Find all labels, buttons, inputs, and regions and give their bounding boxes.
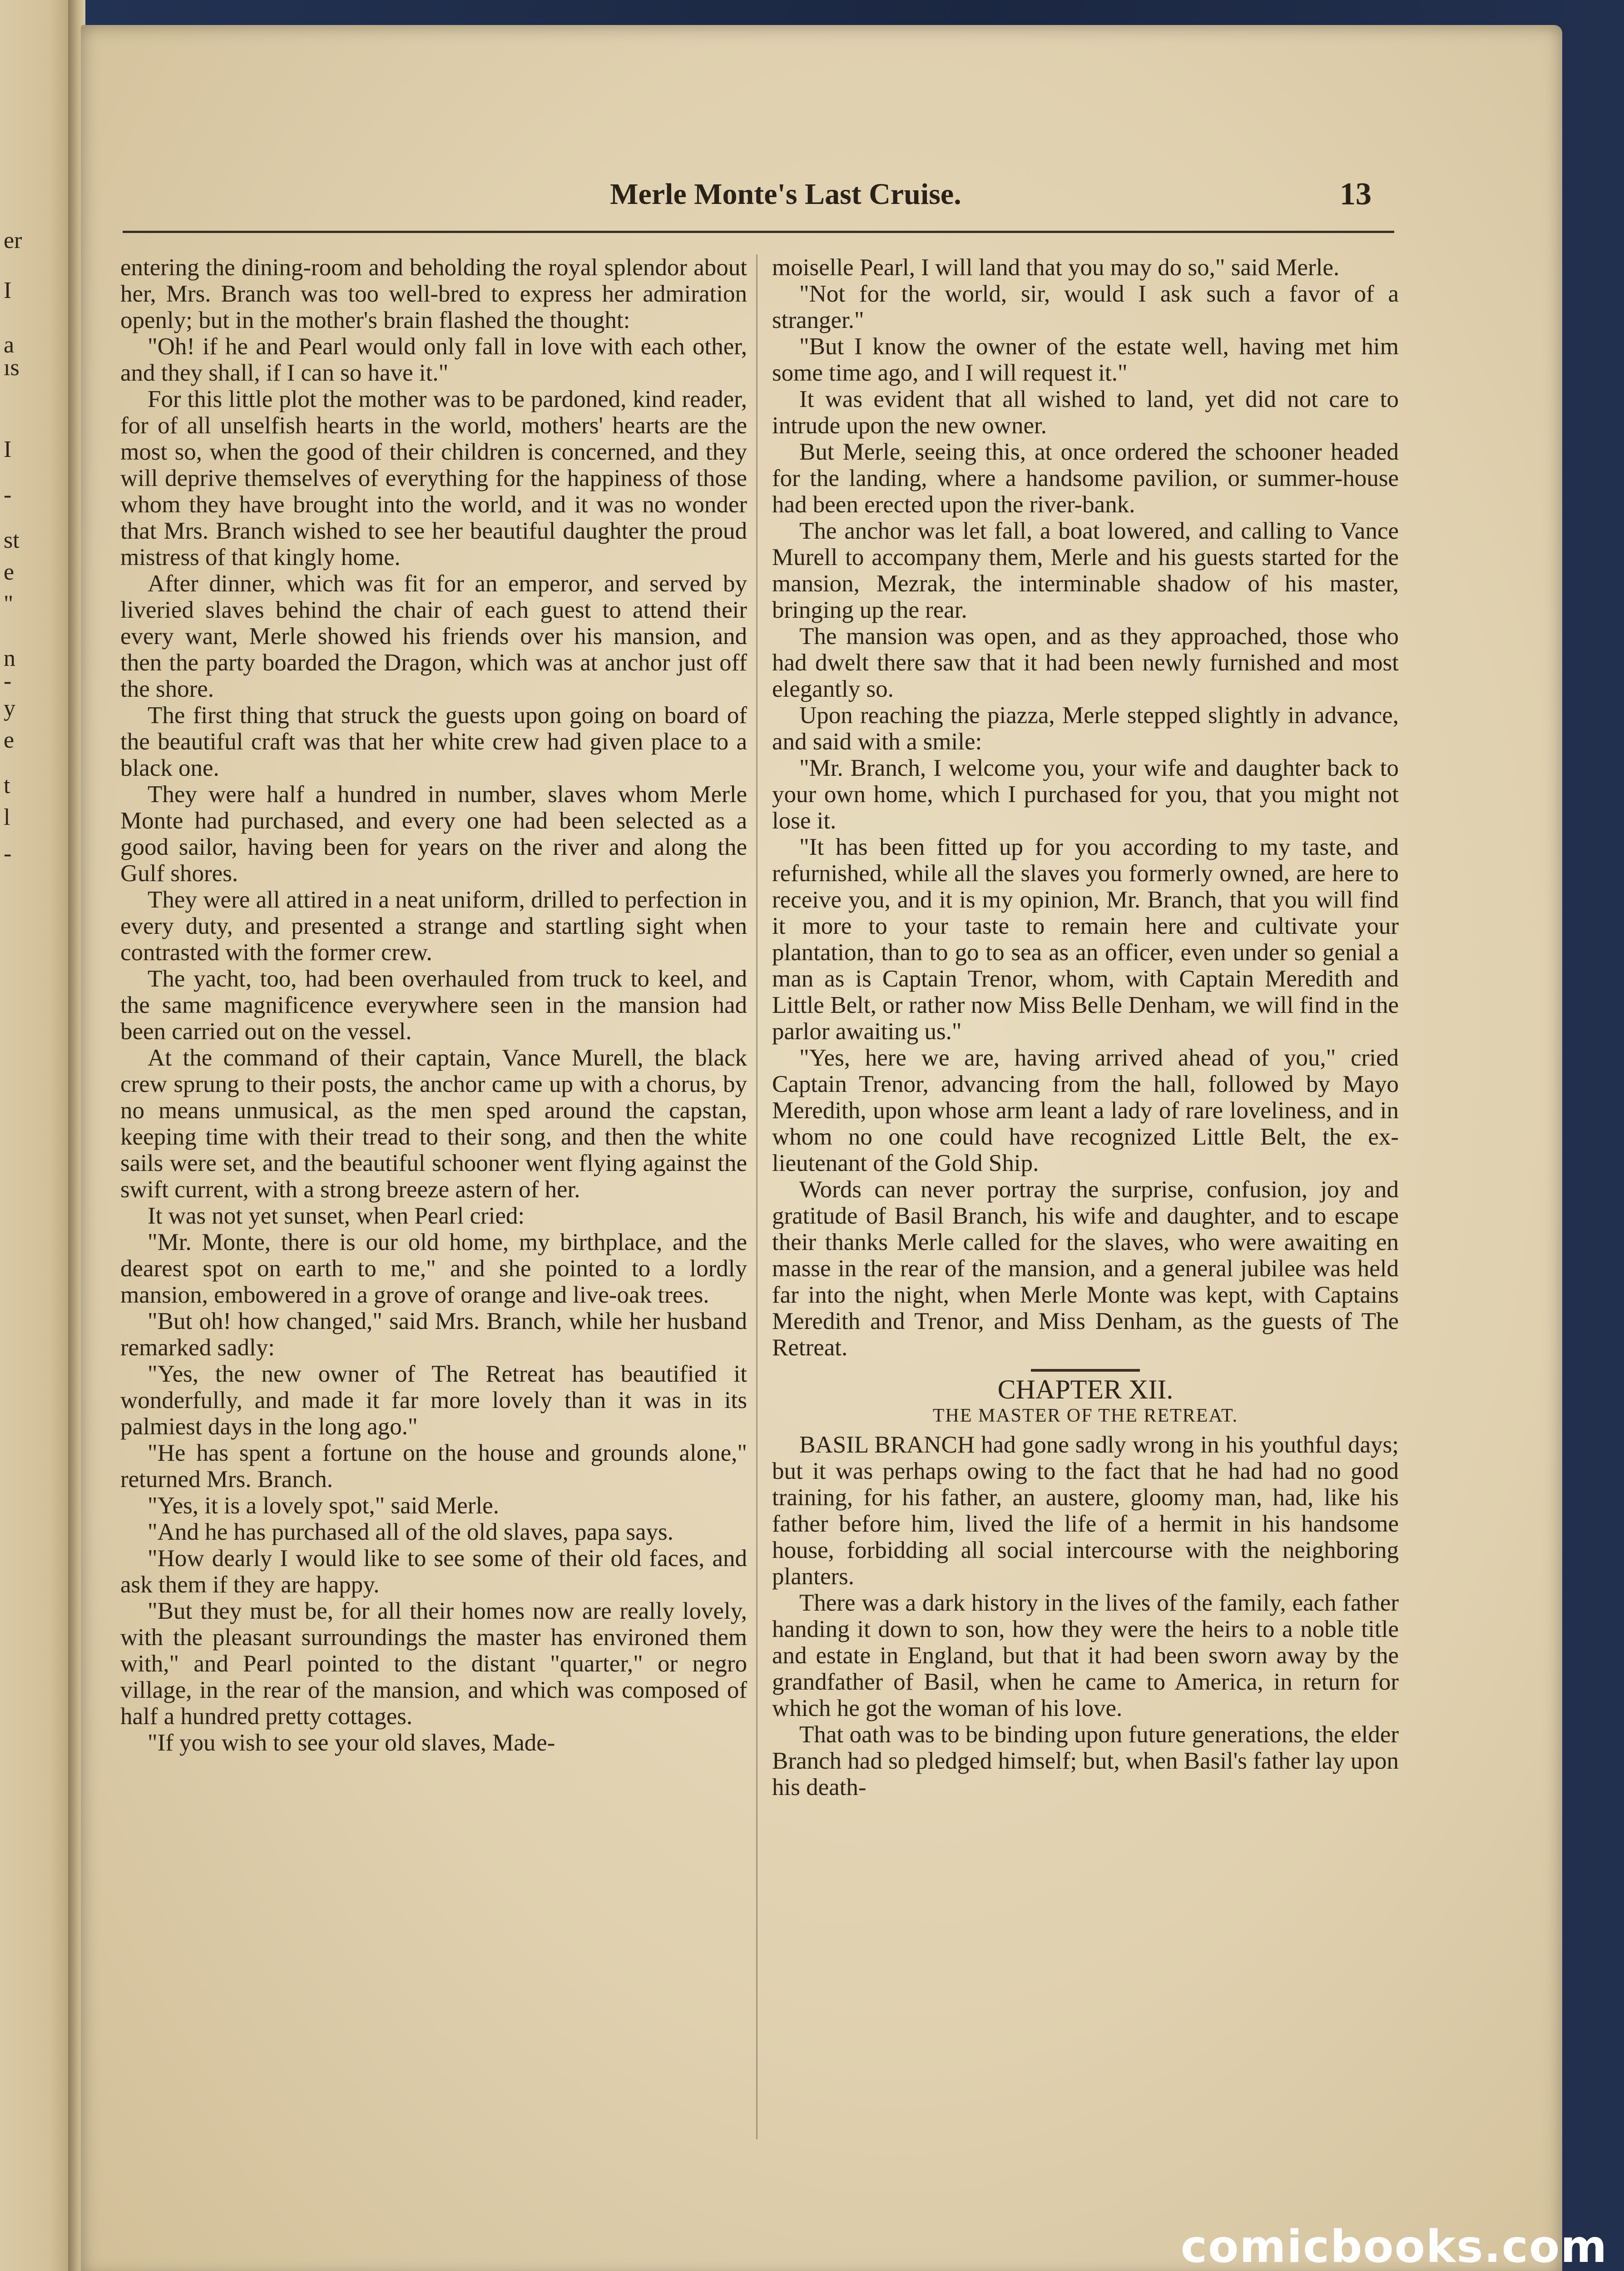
paragraph: "But oh! how changed," said Mrs. Branch, while her husband remarked sadly: (120, 1308, 747, 1361)
previous-page-fragment: er (4, 228, 22, 253)
chapter-rule (1031, 1369, 1140, 1372)
paragraph: The yacht, too, had been overhauled from truck to keel, and the same magnificence everywhere seen in the mansion had been carried out on the vessel. (120, 966, 747, 1045)
paragraph: "Yes, the new owner of The Retreat has beautified it wonderfully, and made it far more lovely than it was in its palmiest days in the long ago." (120, 1361, 747, 1440)
previous-page-fragment: a (4, 332, 15, 358)
previous-page-fragment: - (4, 841, 12, 867)
previous-page-fragment: st (4, 527, 20, 553)
paragraph: "It has been fitted up for you according to my taste, and refurnished, while all the slaves you formerly owned, are here to receive you, and it is my opinion, Mr. Branch, that you will find it more to your taste to remain here and cultivate your plantation, than to go to sea as an officer, even under so genial a man as is Captain Trenor, whom, with Captain Meredith and Little Belt, or rather now Miss Belle Denham, we will find in the parlor awaiting us." (772, 834, 1399, 1045)
paragraph: That oath was to be binding upon future generations, the elder Branch had so pledged himself; but, when Basil's father lay upon his death- (772, 1721, 1399, 1800)
running-header-title: Merle Monte's Last Cruise. (610, 178, 961, 211)
previous-page-fragment: e (4, 559, 15, 585)
right-column (772, 254, 1399, 1800)
previous-page-edge (0, 0, 70, 2271)
page-number: 13 (1340, 177, 1371, 212)
paragraph: "Yes, it is a lovely spot," said Merle. (148, 1493, 499, 1519)
paragraph: "But I know the owner of the estate well, having met him some time ago, and I will request it." (772, 333, 1399, 386)
paragraph: There was a dark history in the lives of the family, each father handing it down to son, how they were the heirs to a noble title and estate in England, but that it had been sworn away by the grandfather of Basil, when he came to America, in return for which he got the woman of his love. (772, 1590, 1399, 1721)
paragraph: "If you wish to see your old slaves, Made- (148, 1730, 555, 1756)
paragraph: At the command of their captain, Vance Murell, the black crew sprung to their posts, the anchor came up with a chorus, by no means unmusical, as the men sped around the capstan, keeping time with their tread to their song, and then the white sails were set, and the beautiful schooner went flying against the swift current, with a strong breeze astern of her. (120, 1045, 747, 1203)
paragraph: They were all attired in a neat uniform, drilled to perfection in every duty, and presented a strange and startling sight when contrasted with the former crew. (120, 887, 747, 966)
paragraph: It was not yet sunset, when Pearl cried: (148, 1203, 525, 1229)
paragraph: "Yes, here we are, having arrived ahead of you," cried Captain Trenor, advancing from the hall, followed by Mayo Meredith, upon whose arm leant a lady of rare loveliness, and in whom no one could have recognized Little Belt, the ex-lieutenant of the Gold Ship. (772, 1045, 1399, 1176)
chapter-subheading: THE MASTER OF THE RETREAT. (932, 1405, 1238, 1426)
paragraph: But Merle, seeing this, at once ordered the schooner headed for the landing, where a handsome pavilion, or summer-house had been erected upon the river-bank. (772, 439, 1399, 518)
previous-page-fragment: " (4, 591, 14, 617)
paragraph: "How dearly I would like to see some of their old faces, and ask them if they are happy. (120, 1545, 747, 1598)
previous-page-fragment: t (4, 773, 10, 798)
paragraph: The mansion was open, and as they approached, those who had dwelt there saw that it had been newly furnished and most elegantly so. (772, 623, 1399, 702)
previous-page-fragment: l (4, 804, 10, 830)
paragraph: It was evident that all wished to land, yet did not care to intrude upon the new owner. (772, 386, 1399, 439)
paragraph: "And he has purchased all of the old slaves, papa says. (148, 1519, 673, 1545)
paragraph: BASIL BRANCH had gone sadly wrong in his youthful days; but it was perhaps owing to the fact that he had had no good training, for his father, an austere, gloomy man, had, like his father before him, lived the life of a hermit in his handsome house, forbidding all social intercourse with the neighboring planters. (772, 1432, 1399, 1590)
paragraph: "He has spent a fortune on the house and grounds alone," returned Mrs. Branch. (120, 1440, 747, 1493)
previous-page-fragment: I (4, 278, 12, 303)
right-column-text-bottom (772, 1432, 1399, 1800)
left-column (120, 254, 747, 1756)
chapter-heading: CHAPTER XII. (997, 1374, 1173, 1404)
paragraph: They were half a hundred in number, slaves whom Merle Monte had purchased, and every one had been selected as a good sailor, having been for years on the river and along the Gulf shores. (120, 781, 747, 887)
right-column-text-top (772, 254, 1399, 1361)
paragraph: Words can never portray the surprise, confusion, joy and gratitude of Basil Branch, his wife and daughter, and to escape their thanks Merle called for the slaves, who were awaiting en masse in the rear of the mansion, and a general jubilee was held far into the night, when Merle Monte was kept, with Captains Meredith and Trenor, and Miss Denham, as the guests of The Retreat. (772, 1176, 1399, 1361)
previous-page-fragment: - (4, 668, 12, 694)
paragraph: "But they must be, for all their homes now are really lovely, with the pleasant surroundings the master has environed them with," and Pearl pointed to the distant "quarter," or negro village, in the rear of the mansion, and which was composed of half a hundred pretty cottages. (120, 1598, 747, 1730)
previous-page-fragment: I (4, 436, 12, 462)
header-rule (123, 231, 1394, 233)
previous-page-fragment: - (4, 482, 12, 508)
paragraph: The first thing that struck the guests upon going on board of the beautiful craft was that her white crew had given place to a black one. (120, 702, 747, 781)
paragraph: moiselle Pearl, I will land that you may do so," said Merle. (772, 254, 1340, 281)
paragraph: "Mr. Branch, I welcome you, your wife and daughter back to your own home, which I purchased for you, that you might not lose it. (772, 755, 1399, 834)
paragraph: After dinner, which was fit for an emperor, and served by liveried slaves behind the chair of each guest to attend their every want, Merle showed his friends over his mansion, and then the party boarded the Dragon, which was at anchor just off the shore. (120, 570, 747, 702)
previous-page-fragment: n (4, 645, 15, 671)
paragraph: Upon reaching the piazza, Merle stepped slightly in advance, and said with a smile: (772, 702, 1399, 755)
paragraph: The anchor was let fall, a boat lowered, and calling to Vance Murell to accompany them, Merle and his guests started for the mansion, Mezrak, the interminable shadow of his master, bringing up the rear. (772, 518, 1399, 623)
paragraph: entering the dining-room and beholding the royal splendor about her, Mrs. Branch was too well-bred to express her admiration openly; but in the mother's brain flashed the thought: (120, 254, 747, 333)
previous-page-fragment: e (4, 727, 15, 753)
column-divider (756, 254, 758, 2139)
paragraph: For this little plot the mother was to be pardoned, kind reader, for of all unselfish hearts in the world, mothers' hearts are the most so, when the good of their children is concerned, and they will deprive themselves of everything for the happiness of those whom they have brought into the world, and it was no wonder that Mrs. Branch wished to see her beautiful daughter the proud mistress of that kingly home. (120, 386, 747, 570)
paragraph: "Oh! if he and Pearl would only fall in love with each other, and they shall, if I can so have it." (120, 333, 747, 386)
previous-page-fragment: ıs (4, 355, 20, 381)
paragraph: "Not for the world, sir, would I ask such a favor of a stranger." (772, 281, 1399, 333)
paragraph: "Mr. Monte, there is our old home, my birthplace, and the dearest spot on earth to me," and she pointed to a lordly mansion, embowered in a grove of orange and live-oak trees. (120, 1229, 747, 1308)
previous-page-fragment: y (4, 695, 15, 721)
watermark: comicbooks.com (1181, 2221, 1608, 2271)
